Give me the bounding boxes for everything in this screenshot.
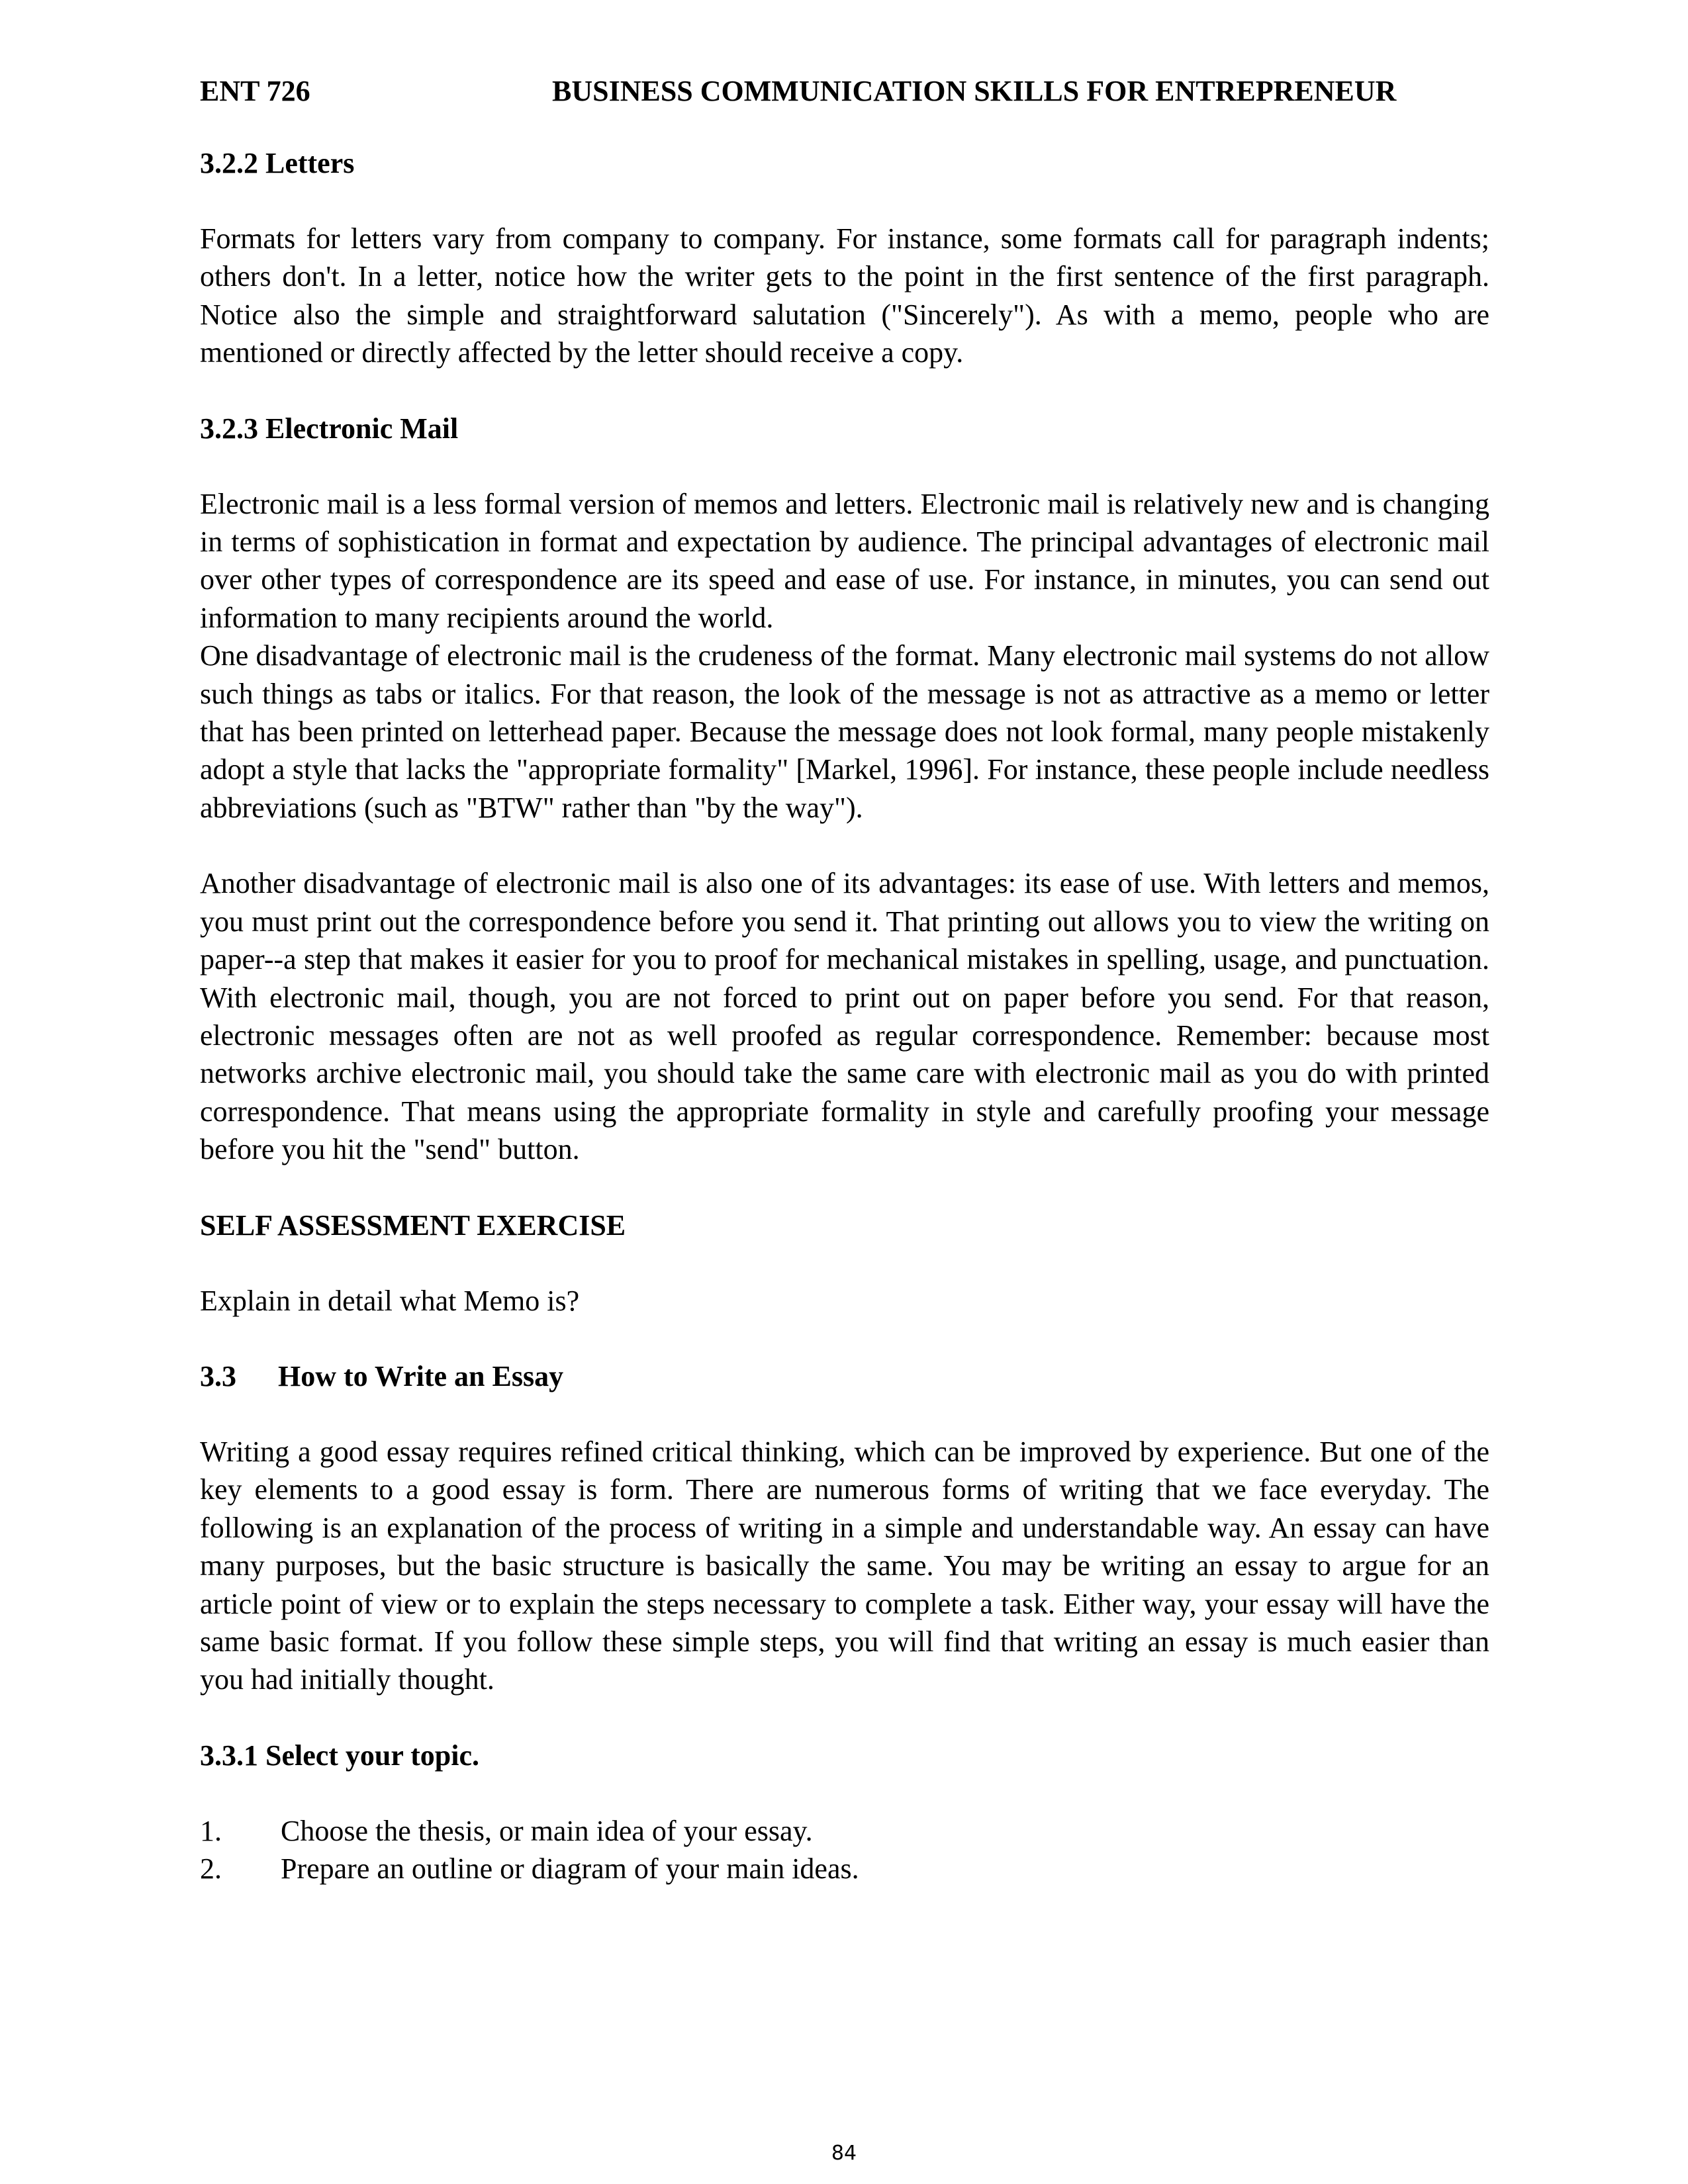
running-header (200, 73, 1489, 110)
section-title: How to Write an Essay (278, 1359, 564, 1392)
email-paragraph-1: Electronic mail is a less formal version of memos and letters. Electronic mail is relatively new and is changing in terms of sophistication in format and expectation by audience. The principal advantages of electronic mail over other types of correspondence are its speed and ease of use. For instance, in minutes, you can send out information to many recipients around the world. (200, 487, 1489, 634)
list-item-text: Choose the thesis, or main idea of your essay. (281, 1814, 813, 1847)
course-title: BUSINESS COMMUNICATION SKILLS FOR ENTREPRENEUR (552, 75, 1397, 107)
topic-steps-list (200, 1812, 1489, 1888)
list-item-number: 1. (200, 1814, 222, 1847)
list-item (200, 1850, 1489, 1888)
section-number: 3.3 (200, 1359, 236, 1392)
list-item (200, 1812, 1489, 1850)
heading-select-topic: 3.3.1 Select your topic. (200, 1739, 480, 1772)
email-paragraph-3: Another disadvantage of electronic mail is also one of its advantages: its ease of use. With letters and memos, you must print out the correspondence before you send it. That printing out allows you to view the writing on paper--a step that makes it easier for you to proof for mechanical mistakes in spelling, usage, and punctuation. With electronic mail, though, you are not forced to print out on paper before you send. For that reason, electronic messages often are not as well proofed as regular correspondence. Remember: because most networks archive electronic mail, you should take the same care with electronic mail as you do with printed correspondence. That means using the appropriate formality in style and carefully proofing your message before you hit the "send" button. (200, 867, 1489, 1166)
heading-letters: 3.2.2 Letters (200, 147, 355, 179)
course-code: ENT 726 (200, 75, 310, 107)
heading-self-assessment: SELF ASSESSMENT EXERCISE (200, 1208, 626, 1242)
self-assessment-question: Explain in detail what Memo is? (200, 1284, 580, 1317)
email-paragraph-2: One disadvantage of electronic mail is the crudeness of the format. Many electronic mail systems do not allow such things as tabs or italics. For that reason, the look of the message is not as attractive as a memo or letter that has been printed on letterhead paper. Because the message does not look formal, many people mistakenly adopt a style that lacks the "appropriate formality" [Markel, 1996]. For instance, these people include needless abbreviations (such as "BTW" rather than "by the way"). (200, 639, 1489, 824)
list-item-number: 2. (200, 1852, 222, 1886)
heading-how-to-write-essay (200, 1357, 1489, 1395)
essay-paragraph: Writing a good essay requires refined critical thinking, which can be improved by experience. But one of the key elements to a good essay is form. There are numerous forms of writing that we face everyday. The following is an explanation of the process of writing in a simple and understandable way. An essay can have many purposes, but the basic structure is basically the same. You may be writing an essay to argue for an article point of view or to explain the steps necessary to complete a task. Either way, your essay will have the same basic format. If you follow these simple steps, you will find that writing an essay is much easier than you had initially thought. (200, 1435, 1489, 1696)
heading-electronic-mail: 3.2.3 Electronic Mail (200, 412, 459, 445)
document-page (200, 73, 1489, 1888)
letters-paragraph: Formats for letters vary from company to company. For instance, some formats call for paragraph indents; others don't. In a letter, notice how the writer gets to the point in the first sentence of the first paragraph. Notice also the simple and straightforward salutation ("Sincerely"). As with a memo, people who are mentioned or directly affected by the letter should receive a copy. (200, 222, 1489, 369)
list-item-text: Prepare an outline or diagram of your main ideas. (281, 1852, 859, 1886)
page-number: 84 (831, 2142, 857, 2165)
